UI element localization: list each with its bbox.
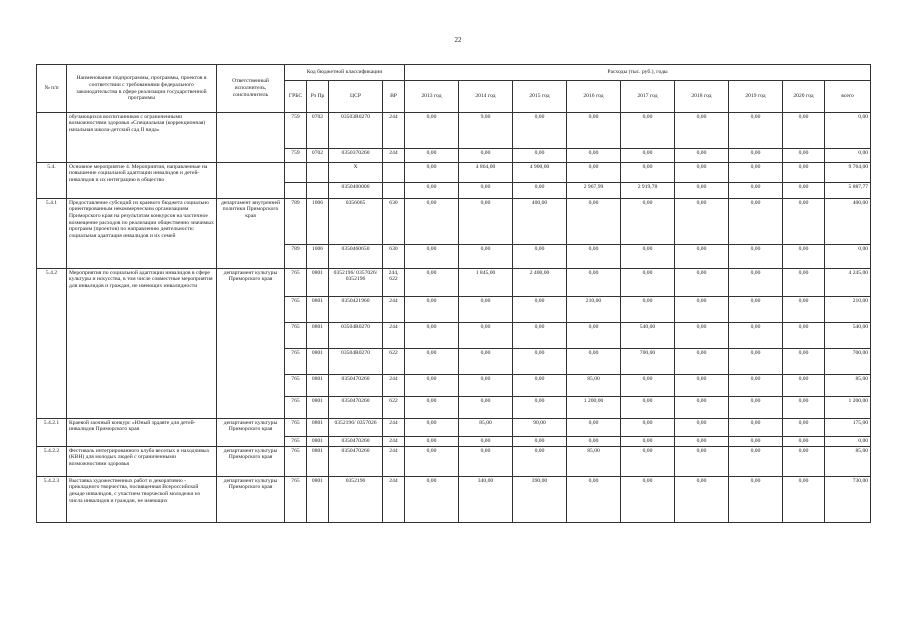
- cell-value: 0,00: [405, 419, 459, 437]
- cell-rzpr: 0801: [307, 447, 329, 477]
- cell-value: 0,00: [621, 437, 675, 447]
- cell-value: 0,00: [621, 113, 675, 149]
- cell-total: 0,00: [825, 113, 871, 149]
- cell-csr: 0350460650: [329, 245, 383, 269]
- cell-rzpr: [307, 183, 329, 199]
- cell-vr: [383, 163, 405, 183]
- cell-value: 0,00: [405, 297, 459, 323]
- cell-value: 0,00: [729, 477, 783, 523]
- cell-value: 0,00: [675, 163, 729, 183]
- cell-total: 9 764,00: [825, 163, 871, 183]
- cell-value: 0,00: [621, 297, 675, 323]
- cell-value: 0,00: [567, 419, 621, 437]
- cell-value: 1 200,00: [567, 397, 621, 419]
- cell-grbs: 765: [285, 437, 307, 447]
- cell-csr: 0352196/ 0357026: [329, 419, 383, 437]
- cell-total: 400,00: [825, 199, 871, 245]
- cell-grbs: 765: [285, 349, 307, 375]
- cell-total: 85,00: [825, 375, 871, 397]
- cell-vr: 630: [383, 245, 405, 269]
- cell-total: 730,00: [825, 477, 871, 523]
- cell-value: 0,00: [621, 419, 675, 437]
- cell-grbs: [285, 163, 307, 183]
- cell-value: 0,00: [621, 447, 675, 477]
- cell-vr: 630: [383, 199, 405, 245]
- cell-vr: 244: [383, 297, 405, 323]
- cell-value: 0,00: [783, 349, 825, 375]
- cell-value: 0,00: [405, 447, 459, 477]
- cell-value: 9,00: [459, 113, 513, 149]
- cell-rzpr: 0801: [307, 419, 329, 437]
- cell-executor: департамент культуры Приморского края: [217, 419, 285, 447]
- table-row: [37, 199, 871, 245]
- cell-value: 0,00: [729, 349, 783, 375]
- budget-table: [36, 64, 871, 523]
- cell-vr: 244: [383, 437, 405, 447]
- cell-value: 0,00: [783, 183, 825, 199]
- cell-value: 0,00: [405, 149, 459, 163]
- cell-value: 0,00: [459, 149, 513, 163]
- cell-value: 0,00: [459, 375, 513, 397]
- cell-value: 0,00: [729, 149, 783, 163]
- cell-value: 0,00: [729, 199, 783, 245]
- cell-value: 340,00: [459, 477, 513, 523]
- cell-value: 0,00: [405, 183, 459, 199]
- cell-value: 0,00: [783, 199, 825, 245]
- header-expenses: Расходы (тыс. руб.), годы: [405, 65, 871, 81]
- cell-grbs: 759: [285, 149, 307, 163]
- cell-value: 0,00: [783, 397, 825, 419]
- cell-value: 0,00: [675, 113, 729, 149]
- cell-value: 0,00: [783, 245, 825, 269]
- header-year: 2016 год: [567, 81, 621, 113]
- cell-value: 0,00: [783, 477, 825, 523]
- cell-csr: X: [329, 163, 383, 183]
- cell-vr: [383, 183, 405, 199]
- cell-value: 0,00: [729, 397, 783, 419]
- cell-value: 4 900,00: [513, 163, 567, 183]
- cell-rzpr: 0801: [307, 323, 329, 349]
- cell-csr: 0350470260: [329, 437, 383, 447]
- cell-value: 0,00: [675, 477, 729, 523]
- cell-value: 0,00: [675, 245, 729, 269]
- cell-value: 400,00: [513, 199, 567, 245]
- cell-csr: 0350370260: [329, 149, 383, 163]
- cell-value: 0,00: [783, 323, 825, 349]
- table-row: [37, 163, 871, 183]
- table-row: [37, 447, 871, 477]
- cell-value: 0,00: [459, 349, 513, 375]
- cell-value: 0,00: [405, 437, 459, 447]
- cell-grbs: [285, 183, 307, 199]
- cell-vr: 244: [383, 477, 405, 523]
- cell-rzpr: 0702: [307, 113, 329, 149]
- table-row: [37, 113, 871, 149]
- cell-value: 0,00: [729, 447, 783, 477]
- cell-value: 0,00: [675, 397, 729, 419]
- cell-name: Основное мероприятие 4. Мероприятия, направленные на повышение социальной адаптации инвалидов и детей-инвалидов и их интеграцию в общество: [67, 163, 217, 199]
- cell-value: 0,00: [729, 163, 783, 183]
- cell-rzpr: [307, 163, 329, 183]
- cell-value: 0,00: [783, 113, 825, 149]
- cell-value: 0,00: [405, 375, 459, 397]
- cell-value: 0,00: [675, 447, 729, 477]
- cell-total: 175,00: [825, 419, 871, 437]
- cell-rzpr: 0801: [307, 437, 329, 447]
- cell-value: 0,00: [459, 437, 513, 447]
- cell-csr: 0350470260: [329, 447, 383, 477]
- header-year: 2015 год: [513, 81, 567, 113]
- cell-value: 0,00: [405, 323, 459, 349]
- cell-total: 5 887,77: [825, 183, 871, 199]
- cell-value: 0,00: [513, 397, 567, 419]
- cell-value: 0,00: [729, 245, 783, 269]
- cell-value: 0,00: [729, 375, 783, 397]
- cell-value: 0,00: [405, 397, 459, 419]
- cell-num: 5.4.2: [37, 269, 67, 419]
- cell-grbs: 765: [285, 269, 307, 297]
- cell-value: 0,00: [675, 419, 729, 437]
- cell-grbs: 765: [285, 375, 307, 397]
- cell-value: 0,00: [513, 183, 567, 199]
- cell-executor: департамент внутренней политики Приморского края: [217, 199, 285, 269]
- header-rzpr: Рз Пр: [307, 81, 329, 113]
- cell-value: 540,00: [621, 323, 675, 349]
- cell-executor: [217, 163, 285, 199]
- cell-value: 0,00: [567, 349, 621, 375]
- cell-value: 0,00: [513, 349, 567, 375]
- cell-csr: 0350421960: [329, 297, 383, 323]
- table-row: [37, 477, 871, 523]
- cell-value: 90,00: [513, 419, 567, 437]
- cell-name: Выставка художественных работ и декоративно - прикладного творчества, посвященная Всероссийской декаде инвалидов, с участием творческой молодежи из числа инвалидов и граждан, не имеющих: [67, 477, 217, 523]
- cell-vr: 622: [383, 349, 405, 375]
- cell-value: 0,00: [513, 113, 567, 149]
- cell-value: 0,00: [567, 437, 621, 447]
- cell-value: 0,00: [675, 349, 729, 375]
- cell-value: 0,00: [675, 297, 729, 323]
- cell-value: 0,00: [621, 245, 675, 269]
- cell-executor: департамент культуры Приморского края: [217, 269, 285, 419]
- cell-value: 0,00: [513, 245, 567, 269]
- cell-grbs: 759: [285, 113, 307, 149]
- cell-value: 0,00: [621, 477, 675, 523]
- cell-value: 390,00: [513, 477, 567, 523]
- header-year: 2018 год: [675, 81, 729, 113]
- cell-vr: 244: [383, 375, 405, 397]
- header-year: 2014 год: [459, 81, 513, 113]
- cell-total: 0,00: [825, 149, 871, 163]
- cell-value: 0,00: [405, 163, 459, 183]
- cell-total: 210,00: [825, 297, 871, 323]
- cell-value: 0,00: [675, 149, 729, 163]
- header-year: 2020 год: [783, 81, 825, 113]
- cell-value: 0,00: [405, 349, 459, 375]
- cell-total: 85,00: [825, 447, 871, 477]
- cell-rzpr: 1006: [307, 199, 329, 245]
- header-year: 2019 год: [729, 81, 783, 113]
- cell-value: 0,00: [621, 149, 675, 163]
- cell-csr: 0350470260: [329, 397, 383, 419]
- cell-value: 0,00: [783, 297, 825, 323]
- cell-value: 0,00: [567, 149, 621, 163]
- header-year: 2013 год: [405, 81, 459, 113]
- cell-value: 0,00: [567, 163, 621, 183]
- cell-rzpr: 0801: [307, 397, 329, 419]
- cell-value: 0,00: [675, 323, 729, 349]
- cell-num: 5.4.2.3: [37, 477, 67, 523]
- cell-executor: департамент культуры Приморского края: [217, 447, 285, 477]
- table-body: [37, 113, 871, 523]
- cell-num: 5.4.: [37, 163, 67, 199]
- cell-rzpr: 0801: [307, 269, 329, 297]
- cell-grbs: 789: [285, 199, 307, 245]
- header-year: 2017 год: [621, 81, 675, 113]
- cell-value: 0,00: [459, 245, 513, 269]
- cell-value: 85,00: [459, 419, 513, 437]
- cell-value: 0,00: [729, 269, 783, 297]
- cell-grbs: 789: [285, 245, 307, 269]
- cell-rzpr: 0801: [307, 477, 329, 523]
- cell-value: 0,00: [567, 269, 621, 297]
- cell-value: 0,00: [783, 447, 825, 477]
- cell-rzpr: 0801: [307, 375, 329, 397]
- cell-value: 0,00: [405, 477, 459, 523]
- cell-rzpr: 0801: [307, 297, 329, 323]
- cell-value: 0,00: [405, 245, 459, 269]
- cell-name: Предоставление субсидий из краевого бюджета социально ориентированным некоммерческим организациям Приморского края на результатам конкурсов на частичное возмещение расходов по реализации общественно значимых программ (проектов) по направлению деятельности: социальная адаптация инвалидов и их семей: [67, 199, 217, 269]
- header-vr: ВР: [383, 81, 405, 113]
- cell-value: 0,00: [513, 149, 567, 163]
- cell-value: 0,00: [675, 375, 729, 397]
- cell-num: 5.4.1: [37, 199, 67, 269]
- cell-value: 0,00: [459, 297, 513, 323]
- cell-value: 0,00: [729, 419, 783, 437]
- cell-csr: 03504R0270: [329, 323, 383, 349]
- cell-rzpr: 1006: [307, 245, 329, 269]
- cell-value: 0,00: [783, 149, 825, 163]
- cell-csr: 03504R0270: [329, 349, 383, 375]
- cell-num: [37, 113, 67, 163]
- cell-value: 0,00: [675, 183, 729, 199]
- cell-value: 2 919,78: [621, 183, 675, 199]
- cell-value: 0,00: [459, 323, 513, 349]
- cell-value: 0,00: [459, 183, 513, 199]
- cell-value: 0,00: [513, 437, 567, 447]
- cell-value: 0,00: [729, 183, 783, 199]
- cell-total: 700,00: [825, 349, 871, 375]
- cell-vr: 244: [383, 419, 405, 437]
- cell-value: 0,00: [459, 397, 513, 419]
- cell-grbs: 765: [285, 397, 307, 419]
- cell-vr: 622: [383, 397, 405, 419]
- header-csr: ЦСР: [329, 81, 383, 113]
- cell-value: 0,00: [729, 323, 783, 349]
- cell-csr: 0356065: [329, 199, 383, 245]
- cell-value: 0,00: [513, 297, 567, 323]
- cell-value: 0,00: [567, 245, 621, 269]
- cell-value: 0,00: [459, 447, 513, 477]
- cell-total: 4 245,00: [825, 269, 871, 297]
- cell-value: 0,00: [621, 199, 675, 245]
- cell-value: 0,00: [621, 163, 675, 183]
- cell-name: Краевой заочный конкурс «Юный зрдавте для детей-инвалидов Приморского края: [67, 419, 217, 447]
- cell-grbs: 765: [285, 419, 307, 437]
- header-total: всего: [825, 81, 871, 113]
- header-budget-code: Код бюджетной классификации: [285, 65, 405, 81]
- cell-value: 0,00: [621, 375, 675, 397]
- cell-num: 5.4.2.1: [37, 419, 67, 447]
- cell-rzpr: 0702: [307, 149, 329, 163]
- cell-grbs: 765: [285, 323, 307, 349]
- cell-rzpr: 0801: [307, 349, 329, 375]
- cell-value: 0,00: [729, 297, 783, 323]
- cell-name: обучающихся воспитанников с ограниченными возможностями здоровья «Специальная (коррекционная) начальная школа-детский сад II вида»: [67, 113, 217, 163]
- cell-value: 0,00: [459, 199, 513, 245]
- cell-name: Фестиваль интегрированного клуба веселых и находчивых (КВН) для молодых людей с ограниченными возможностями здоровья: [67, 447, 217, 477]
- cell-csr: 0352196: [329, 477, 383, 523]
- cell-executor: [217, 113, 285, 163]
- cell-value: 0,00: [729, 437, 783, 447]
- cell-executor: департамент культуры Приморского края: [217, 477, 285, 523]
- cell-total: 1 200,00: [825, 397, 871, 419]
- cell-value: 85,00: [567, 447, 621, 477]
- cell-total: 540,00: [825, 323, 871, 349]
- cell-value: 0,00: [729, 113, 783, 149]
- cell-name: Мероприятия по социальной адаптации инвалидов в сфере культуры и искусства, в том числе совместные мероприятия для инвалидов и граждан, не имеющих инвалидности: [67, 269, 217, 419]
- cell-value: 0,00: [405, 199, 459, 245]
- cell-value: 0,00: [621, 269, 675, 297]
- cell-grbs: 765: [285, 447, 307, 477]
- cell-value: 0,00: [405, 269, 459, 297]
- cell-grbs: 765: [285, 297, 307, 323]
- cell-vr: 244: [383, 447, 405, 477]
- cell-csr: 03503R0270: [329, 113, 383, 149]
- header-executor: Ответственный исполнитель, соисполнитель: [217, 65, 285, 113]
- cell-value: 0,00: [675, 269, 729, 297]
- cell-num: 5.4.2.2: [37, 447, 67, 477]
- cell-vr: 244: [383, 149, 405, 163]
- cell-value: 210,00: [567, 297, 621, 323]
- header-name: Наименование подпрограммы, программы, проектов в соответствии с требованиями федерального законодательства в сфере реализации государственной программы: [67, 65, 217, 113]
- header-grbs: ГРБС: [285, 81, 307, 113]
- cell-value: 0,00: [675, 199, 729, 245]
- cell-value: 0,00: [783, 269, 825, 297]
- header-num: № п/п: [37, 65, 67, 113]
- cell-total: 0,00: [825, 245, 871, 269]
- cell-value: 0,00: [513, 447, 567, 477]
- cell-total: 0,00: [825, 437, 871, 447]
- cell-value: 0,00: [675, 437, 729, 447]
- cell-value: 0,00: [621, 397, 675, 419]
- cell-csr: 0352196/ 0357026/ 0352196: [329, 269, 383, 297]
- table-row: [37, 269, 871, 297]
- cell-value: 700,00: [621, 349, 675, 375]
- cell-value: 0,00: [567, 323, 621, 349]
- cell-vr: 244, 622: [383, 269, 405, 297]
- cell-value: 0,00: [783, 375, 825, 397]
- cell-vr: 244: [383, 323, 405, 349]
- cell-value: 2 400,00: [513, 269, 567, 297]
- cell-value: 0,00: [783, 419, 825, 437]
- cell-value: 0,00: [567, 199, 621, 245]
- cell-vr: 244: [383, 113, 405, 149]
- cell-value: 0,00: [783, 163, 825, 183]
- cell-value: 0,00: [783, 437, 825, 447]
- cell-value: 0,00: [513, 375, 567, 397]
- cell-csr: 0350400000: [329, 183, 383, 199]
- cell-value: 2 967,99: [567, 183, 621, 199]
- cell-grbs: 765: [285, 477, 307, 523]
- cell-value: 0,00: [405, 113, 459, 149]
- cell-value: 0,00: [567, 113, 621, 149]
- cell-value: 85,00: [567, 375, 621, 397]
- cell-value: 1 845,00: [459, 269, 513, 297]
- page-number: 22: [454, 36, 462, 44]
- table-row: [37, 419, 871, 437]
- cell-value: 4 864,00: [459, 163, 513, 183]
- cell-value: 0,00: [567, 477, 621, 523]
- cell-value: 0,00: [513, 323, 567, 349]
- cell-csr: 0350470260: [329, 375, 383, 397]
